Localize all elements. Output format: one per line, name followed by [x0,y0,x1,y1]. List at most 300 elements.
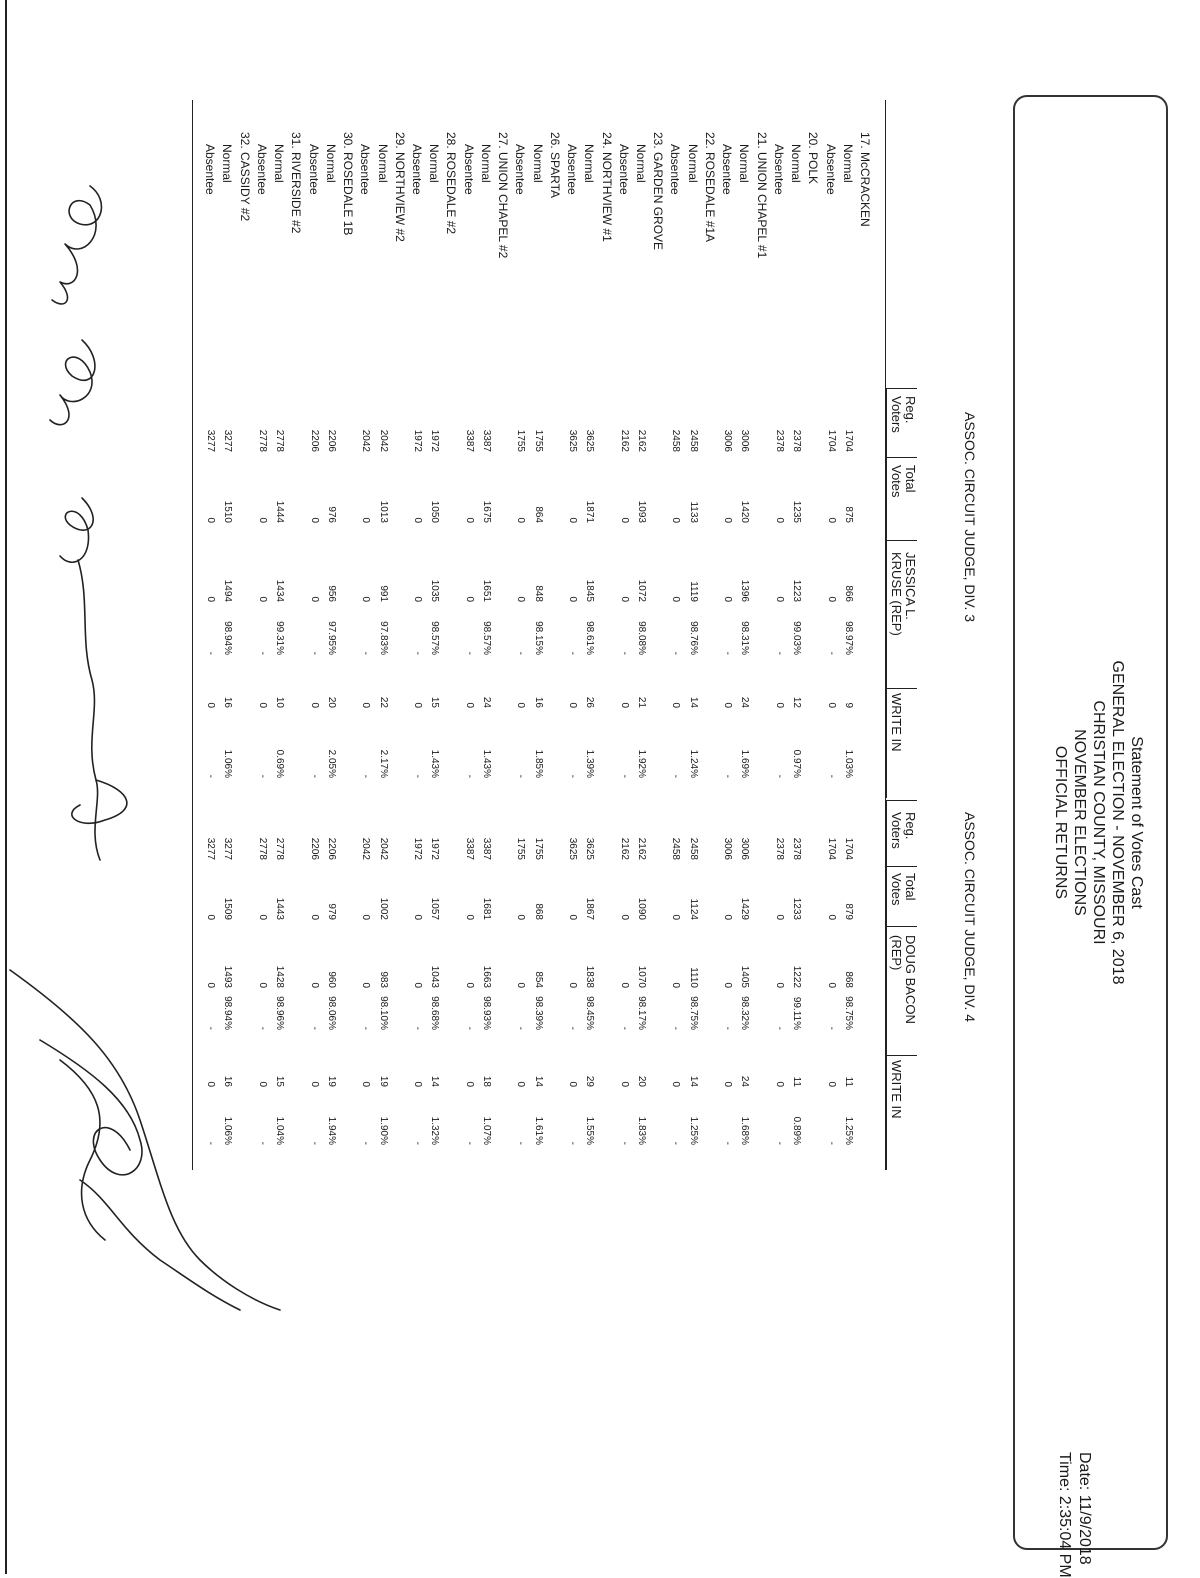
d4-cell: - [308,1026,320,1030]
precinct-label: 29. NORTHVIEW #2 [392,132,407,242]
d4-cell: 1493 [222,965,234,988]
d3-cell: 2.05% [325,749,337,778]
d3-cell: 875 [842,506,854,523]
vote-type-label: Absentee [306,144,321,195]
d4-cell: 3277 [222,837,234,860]
d4-cell: 98.75% [687,996,699,1030]
d4-cell: 2042 [360,837,372,860]
d4-cell: 3277 [205,837,217,860]
d4-cell: 1972 [412,837,423,860]
d3-cell: 2778 [274,429,286,452]
d4-cell: - [722,1141,734,1145]
vote-type-label: Normal [685,144,700,183]
d4-cell: 24 [739,1075,751,1087]
d3-cell: - [825,651,837,655]
d4-cell: 0 [463,982,475,988]
d3-cell: 864 [532,506,544,523]
d3-cell: - [256,651,268,655]
precinct-label: 32. CASSIDY #2 [237,132,252,222]
d3-cell: - [670,651,682,655]
div4-header-rule [886,800,887,1170]
election-name: GENERAL ELECTION - NOVEMBER 6, 2018 [1109,660,1126,985]
d3-cell: 0 [308,702,320,708]
d3-cell: - [256,774,268,778]
d3-cell: 22 [377,696,389,708]
d4-cell: - [412,1141,423,1145]
d3-cell: - [567,774,579,778]
d4-cell: 20 [636,1075,647,1087]
d3-cell: - [618,651,630,655]
d4-cell: 2162 [636,837,647,860]
table-top-rule [192,100,193,1170]
d4-cell: 854 [532,971,544,988]
d4-cell: 2206 [308,837,320,860]
d3-cell: 2778 [256,429,268,452]
vote-type-label: Absentee [565,144,580,195]
report-title: Statement of Votes Cast [1128,736,1145,909]
d3-cell: 0 [256,702,268,708]
d4-cell: 979 [325,903,337,920]
d4-cell: 0 [463,1081,475,1087]
d3-cell: 1072 [636,579,647,602]
d4-cell: 98.75% [842,996,854,1030]
d3-cell: 0 [567,702,579,708]
d4-cell: 0 [618,914,630,920]
d4-cell: 3387 [463,837,475,860]
d3-cell: 1845 [584,579,596,602]
d4-cell: 1405 [739,965,751,988]
d3-cell: 0 [205,517,217,523]
d4-cell: - [773,1026,785,1030]
d4-cell: 0 [205,1081,217,1087]
vote-type-label: Absentee [513,144,528,195]
d3-cell: 0 [515,702,527,708]
d3-cell: 991 [377,585,389,602]
d4-cell: 0 [256,1081,268,1087]
d4-cell: 3006 [739,837,751,860]
d4-cell: 0.89% [791,1116,803,1145]
d4-cell: 1.83% [636,1116,647,1145]
d4-cell: 983 [377,971,389,988]
d3-cell: 0 [670,517,682,523]
d3-cell: 1.43% [429,749,441,778]
d3-cell: 3625 [584,429,596,452]
d3-cell: 3387 [480,429,492,452]
vote-type-label: Absentee [358,144,373,195]
d3-cell: - [773,651,785,655]
d3-cell: 1704 [842,429,854,452]
d4-cell: 1057 [429,897,441,920]
d3-cell: 24 [739,696,751,708]
d3-cell: 0 [722,702,734,708]
vote-type-label: Normal [634,144,648,183]
d3-cell: 0 [463,596,475,602]
d4-cell: 98.94% [222,996,234,1030]
d4-cell: 3006 [722,837,734,860]
d3-cell: 98.15% [532,621,544,655]
d4-cell: 1.68% [739,1116,751,1145]
precinct-label: 26. SPARTA [547,132,562,199]
d4-cell: - [670,1141,682,1145]
d4-cell: 14 [532,1075,544,1087]
signature-mark-9 [60,1060,105,1240]
d3-cell: 0 [463,702,475,708]
d4-cell: 0 [722,982,734,988]
d4-cell: 0 [515,982,527,988]
d4-cell: 0 [412,982,423,988]
d3-cell: 3625 [567,429,579,452]
div4-col-total-votes: Total Votes [889,873,918,906]
d3-cell: 99.31% [274,621,286,655]
d3-cell: 0 [515,596,527,602]
d4-cell: 2162 [618,837,630,860]
d4-cell: 0 [205,914,217,920]
d3-cell: 1396 [739,579,751,602]
d3-cell: 1.06% [222,749,234,778]
d3-cell: 16 [532,696,544,708]
scan-edge-line [5,0,7,1574]
d4-cell: - [256,1026,268,1030]
d3-cell: 98.57% [480,621,492,655]
d3-cell: 99.03% [791,621,803,655]
vote-type-label: Normal [323,144,338,183]
d3-cell: 1.24% [687,749,699,778]
d3-cell: - [567,651,579,655]
d4-cell: - [205,1026,217,1030]
div4-col-sep-1 [886,866,917,867]
d3-cell: - [308,651,320,655]
d3-cell: 976 [325,506,337,523]
d4-cell: 1233 [791,897,803,920]
d4-cell: 98.45% [584,996,596,1030]
vote-type-label: Normal [582,144,597,183]
d4-cell: - [515,1141,527,1145]
precinct-label: 21. UNION CHAPEL #1 [754,132,769,259]
d4-cell: 2042 [377,837,389,860]
d4-cell: 1443 [274,897,286,920]
d3-cell: 0 [618,517,630,523]
d3-cell: 0 [618,702,630,708]
d4-cell: 0 [463,914,475,920]
signature-mark-2 [50,340,95,425]
d3-cell: 0 [825,702,837,708]
d4-cell: 0 [825,982,837,988]
d4-cell: 879 [842,903,854,920]
d3-cell: 2206 [325,429,337,452]
d4-cell: 19 [377,1075,389,1087]
d4-cell: 1070 [636,965,647,988]
d3-cell: - [515,774,527,778]
vote-type-label: Absentee [254,144,269,195]
d4-cell: 98.93% [480,996,492,1030]
d3-cell: 0 [773,517,785,523]
precinct-label: 28. ROSEDALE #2 [444,132,459,235]
d4-cell: 2778 [256,837,268,860]
d4-cell: 0 [825,914,837,920]
d3-cell: 1972 [412,429,423,452]
signature-mark-4 [78,560,100,860]
d4-cell: 0 [618,1081,630,1087]
d3-cell: 1510 [222,500,234,523]
vote-type-label: Absentee [203,144,218,195]
d3-cell: - [773,774,785,778]
d3-cell: 1871 [584,500,596,523]
d4-cell: 99.11% [791,996,803,1030]
d4-cell: 29 [584,1075,596,1087]
d3-cell: 0 [670,702,682,708]
d4-cell: 1.25% [842,1116,854,1145]
d3-cell: 1972 [429,429,441,452]
d4-cell: 11 [791,1076,803,1087]
d3-cell: 0 [515,517,527,523]
d4-cell: 1.94% [325,1116,337,1145]
precinct-label: 24. NORTHVIEW #1 [599,132,614,242]
signature-mark-3 [60,498,93,562]
d4-cell: 1.55% [584,1116,596,1145]
vote-type-label: Normal [789,144,804,183]
d3-cell: 1755 [515,429,527,452]
d3-cell: 2162 [618,429,630,452]
d4-cell: - [463,1141,475,1145]
report-time: Time: 2:35:04 PM [1056,1452,1073,1578]
d4-cell: 0 [515,914,527,920]
div4-col-sep-2 [886,926,917,927]
vote-type-label: Normal [272,144,287,183]
d4-cell: 1124 [687,898,699,920]
d4-cell: 0 [773,914,785,920]
d4-cell: - [567,1141,579,1145]
d3-cell: 2458 [670,429,682,452]
d3-cell: 2162 [636,429,647,452]
vote-type-label: Absentee [771,144,786,195]
d4-cell: 1.06% [222,1116,234,1145]
d3-cell: 1.69% [739,749,751,778]
vote-type-label: Normal [737,144,752,183]
d3-cell: 2378 [791,429,803,452]
d4-cell: 0 [256,914,268,920]
d3-cell: 866 [842,585,854,602]
d4-cell: 0 [515,1081,527,1087]
d3-cell: 0 [567,596,579,602]
d4-cell: 98.68% [429,996,441,1030]
d4-cell: - [412,1026,423,1030]
d4-cell: 0 [825,1081,837,1087]
d3-cell: - [722,651,734,655]
d4-cell: 1704 [825,837,837,860]
vote-type-label: Absentee [616,144,631,195]
d4-cell: - [567,1026,579,1030]
d3-cell: 0 [205,702,217,708]
d3-cell: 97.83% [377,621,389,655]
d3-cell: 848 [532,585,544,602]
div3-col-write-in: WRITE IN [889,693,904,752]
signature-mark-7 [40,1040,142,1175]
d4-cell: - [463,1026,475,1030]
d3-cell: 20 [325,696,337,708]
d4-cell: 3625 [567,837,579,860]
d4-cell: 1.32% [429,1116,441,1145]
returns-status: OFFICIAL RETURNS [1052,745,1069,900]
d4-cell: 0 [360,982,372,988]
precinct-label: 22. ROSEDALE #1A [702,132,717,243]
d4-cell: 19 [325,1075,337,1087]
d4-cell: 1663 [480,965,492,988]
d3-cell: 1704 [825,429,837,452]
d4-cell: 2378 [773,837,785,860]
d4-cell: 1838 [584,965,596,988]
div4-col-write-in: WRITE IN [889,1060,904,1119]
d3-cell: 2458 [687,429,699,452]
d3-cell: 9 [842,702,854,708]
d4-cell: 1867 [584,897,596,920]
d3-cell: 0 [412,596,423,602]
d3-cell: 1.92% [636,749,647,778]
div3-div4-separator [886,800,917,801]
d3-cell: 2042 [377,429,389,452]
d3-cell: 1223 [791,579,803,602]
d3-cell: 14 [687,696,699,708]
d4-cell: - [773,1141,785,1145]
d4-cell: 0 [360,1081,372,1087]
d3-cell: 0 [722,517,734,523]
div3-col-candidate: JESSICA L. KRUSE (REP) [889,552,918,636]
d3-cell: 3387 [463,429,475,452]
d3-cell: - [618,774,630,778]
d3-cell: 0.97% [791,749,803,778]
div3-contest-title: ASSOC. CIRCUIT JUDGE, DIV. 3 [962,412,978,623]
d4-cell: 1.90% [377,1116,389,1145]
d4-cell: 11 [842,1076,854,1087]
div3-col-total-votes: Total Votes [889,465,918,498]
vote-type-label: Absentee [720,144,735,195]
d3-cell: 1651 [480,579,492,602]
d4-cell: 0 [308,982,320,988]
d4-cell: 0 [256,982,268,988]
d4-cell: 1002 [377,897,389,920]
precinct-label: 23. GARDEN GROVE [651,132,666,251]
d3-cell: - [308,774,320,778]
vote-type-label: Normal [220,144,235,183]
d3-cell: 1013 [377,500,389,523]
d3-cell: - [360,651,372,655]
d4-cell: 0 [567,982,579,988]
d3-cell: 0 [463,517,475,523]
report-timestamp [1054,1452,1094,1578]
d4-cell: 0 [205,982,217,988]
report-title-block [1051,97,1146,1548]
d3-cell: 0 [256,517,268,523]
d4-cell: 0 [308,914,320,920]
d4-cell: 98.32% [739,996,751,1030]
div4-col-reg-voters: Reg. Voters [889,812,918,849]
d3-cell: 1093 [636,500,647,523]
div3-col-sep-1 [886,457,917,458]
precinct-label: 20. POLK [806,132,821,185]
d3-cell: 1444 [274,500,286,523]
div3-col-reg-voters: Reg. Voters [889,396,918,433]
vote-type-label: Normal [478,144,493,183]
d4-cell: 3387 [480,837,492,860]
vote-type-label: Normal [840,144,855,183]
signature-mark-1 [52,186,101,304]
d4-cell: 1755 [532,837,544,860]
d3-cell: - [205,651,217,655]
d3-cell: 2.17% [377,749,389,778]
d4-cell: 1429 [739,897,751,920]
d4-cell: 960 [325,971,337,988]
d4-cell: 2378 [791,837,803,860]
div3-left-border [886,388,917,389]
d3-cell: 26 [584,696,596,708]
d3-cell: 0 [773,596,785,602]
vote-type-label: Absentee [461,144,476,195]
d3-cell: 1035 [429,579,441,602]
d3-cell: 0 [308,596,320,602]
vote-type-label: Normal [427,144,442,183]
precinct-label: 31. RIVERSIDE #2 [289,132,304,234]
d4-cell: - [670,1026,682,1030]
d4-cell: 0 [567,914,579,920]
d3-cell: 1.39% [584,749,596,778]
d4-cell: - [618,1026,630,1030]
d3-cell: 98.97% [842,621,854,655]
vote-type-label: Normal [530,144,545,183]
d3-cell: - [412,774,423,778]
d3-cell: 0 [360,702,372,708]
d4-cell: - [256,1141,268,1145]
d3-cell: 1494 [222,579,234,602]
d3-cell: 2042 [360,429,372,452]
d4-cell: 18 [480,1075,492,1087]
d3-cell: 2206 [308,429,320,452]
d4-cell: 0 [618,982,630,988]
d3-cell: - [463,774,475,778]
d3-cell: 16 [222,696,234,708]
d3-cell: 3277 [205,429,217,452]
d4-cell: - [825,1026,837,1030]
d4-cell: 2458 [687,837,699,860]
d4-cell: 2206 [325,837,337,860]
d4-cell: 1.25% [687,1116,699,1145]
d3-cell: 1.43% [480,749,492,778]
d3-cell: - [515,651,527,655]
d3-cell: 956 [325,585,337,602]
d3-cell: 1.03% [842,749,854,778]
d3-cell: 1.85% [532,749,544,778]
d4-cell: 98.96% [274,996,286,1030]
d3-cell: 0 [825,596,837,602]
d4-cell: - [360,1026,372,1030]
d4-cell: 1.04% [274,1116,286,1145]
d3-cell: 1675 [480,500,492,523]
d3-cell: 98.94% [222,621,234,655]
d3-cell: - [722,774,734,778]
d3-cell: 1235 [791,500,803,523]
d3-cell: 0 [360,596,372,602]
d3-cell: 24 [480,696,492,708]
d3-cell: 0 [670,596,682,602]
d4-cell: 1.61% [532,1116,544,1145]
vote-type-label: Absentee [410,144,424,195]
d4-cell: 16 [222,1075,234,1087]
d3-cell: 1119 [687,581,699,602]
d4-cell: 1972 [429,837,441,860]
d3-cell: 98.57% [429,621,441,655]
d4-cell: 0 [308,1081,320,1087]
d3-cell: 3277 [222,429,234,452]
d4-cell: 1110 [687,967,699,988]
precinct-label: 17. McCRACKEN [858,132,872,227]
